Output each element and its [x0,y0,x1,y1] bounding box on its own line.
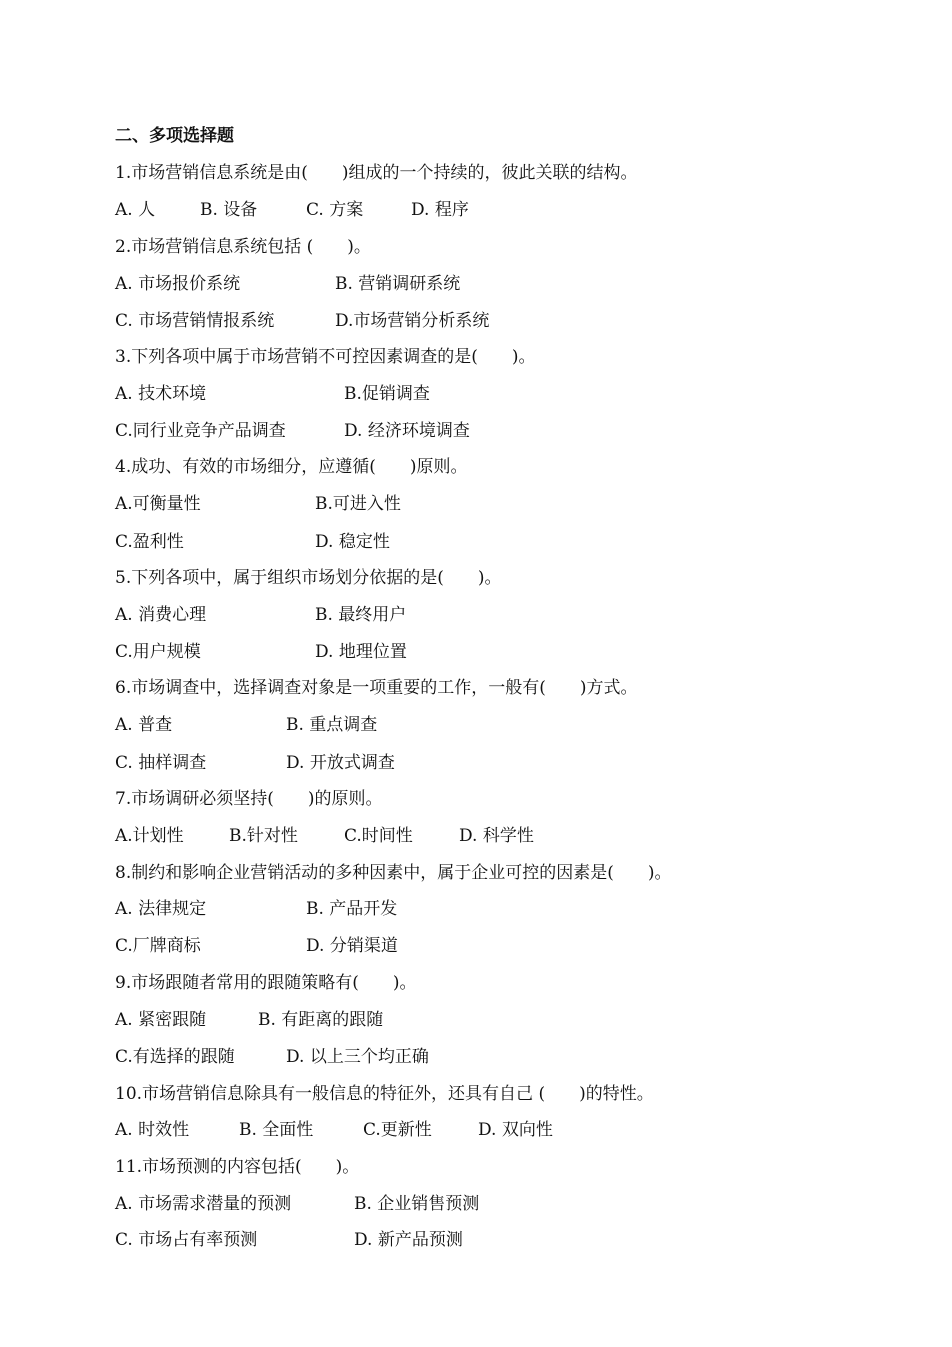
q8-option-c: C.厂牌商标 [115,936,201,956]
q7-option-b: B.针对性 [229,826,298,846]
q8-option-b: B. 产品开发 [306,899,398,919]
q1-option-d: D. 程序 [411,200,469,220]
question-3: 3.下列各项中属于市场营销不可控因素调查的是( )。 [115,347,536,367]
q9-option-d: D. 以上三个均正确 [286,1047,429,1067]
q9-option-b: B. 有距离的跟随 [258,1010,384,1030]
q7-option-d: D. 科学性 [459,826,534,846]
q2-option-b: B. 营销调研系统 [335,274,461,294]
question-10: 10.市场营销信息除具有一般信息的特征外，还具有自己 ( )的特性。 [115,1084,654,1104]
q11-option-d: D. 新产品预测 [354,1230,463,1250]
q4-option-d: D. 稳定性 [315,532,390,552]
q11-option-c: C. 市场占有率预测 [115,1230,258,1250]
question-1: 1.市场营销信息系统是由( )组成的一个持续的，彼此关联的结构。 [115,163,638,183]
q5-option-b: B. 最终用户 [315,605,407,625]
q2-option-d: D.市场营销分析系统 [335,311,490,331]
question-11: 11.市场预测的内容包括( )。 [115,1157,360,1177]
q3-option-d: D. 经济环境调查 [344,421,470,441]
question-6: 6.市场调查中，选择调查对象是一项重要的工作，一般有( )方式。 [115,678,638,698]
q1-option-a: A. 人 [115,200,156,220]
q10-option-c: C.更新性 [363,1120,432,1140]
q8-option-a: A. 法律规定 [115,899,207,919]
q5-option-c: C.用户规模 [115,642,201,662]
q7-option-c: C.时间性 [344,826,413,846]
q3-option-c: C.同行业竞争产品调查 [115,421,286,441]
q6-option-b: B. 重点调查 [286,715,378,735]
q11-option-a: A. 市场需求潜量的预测 [115,1194,292,1214]
q6-option-a: A. 普查 [115,715,173,735]
q2-option-a: A. 市场报价系统 [115,274,241,294]
q6-option-d: D. 开放式调查 [286,753,395,773]
q9-option-c: C.有选择的跟随 [115,1047,235,1067]
q7-option-a: A.计划性 [115,826,184,846]
q3-option-a: A. 技术环境 [115,384,207,404]
q9-option-a: A. 紧密跟随 [115,1010,207,1030]
section-title: 二、多项选择题 [115,126,234,146]
q2-option-c: C. 市场营销情报系统 [115,311,275,331]
question-9: 9.市场跟随者常用的跟随策略有( )。 [115,973,417,993]
question-8: 8.制约和影响企业营销活动的多种因素中，属于企业可控的因素是( )。 [115,863,672,883]
q11-option-b: B. 企业销售预测 [354,1194,480,1214]
q6-option-c: C. 抽样调查 [115,753,207,773]
q4-option-b: B.可进入性 [315,494,401,514]
q10-option-b: B. 全面性 [239,1120,314,1140]
question-4: 4.成功、有效的市场细分，应遵循( )原则。 [115,457,468,477]
q5-option-a: A. 消费心理 [115,605,207,625]
question-2: 2.市场营销信息系统包括 ( )。 [115,237,371,257]
q4-option-c: C.盈利性 [115,532,184,552]
q8-option-d: D. 分销渠道 [306,936,398,956]
q5-option-d: D. 地理位置 [315,642,407,662]
q1-option-b: B. 设备 [200,200,258,220]
q1-option-c: C. 方案 [306,200,364,220]
q3-option-b: B.促销调查 [344,384,430,404]
q10-option-a: A. 时效性 [115,1120,190,1140]
question-5: 5.下列各项中，属于组织市场划分依据的是( )。 [115,568,502,588]
q4-option-a: A.可衡量性 [115,494,201,514]
question-7: 7.市场调研必须坚持( )的原则。 [115,789,383,809]
q10-option-d: D. 双向性 [478,1120,553,1140]
